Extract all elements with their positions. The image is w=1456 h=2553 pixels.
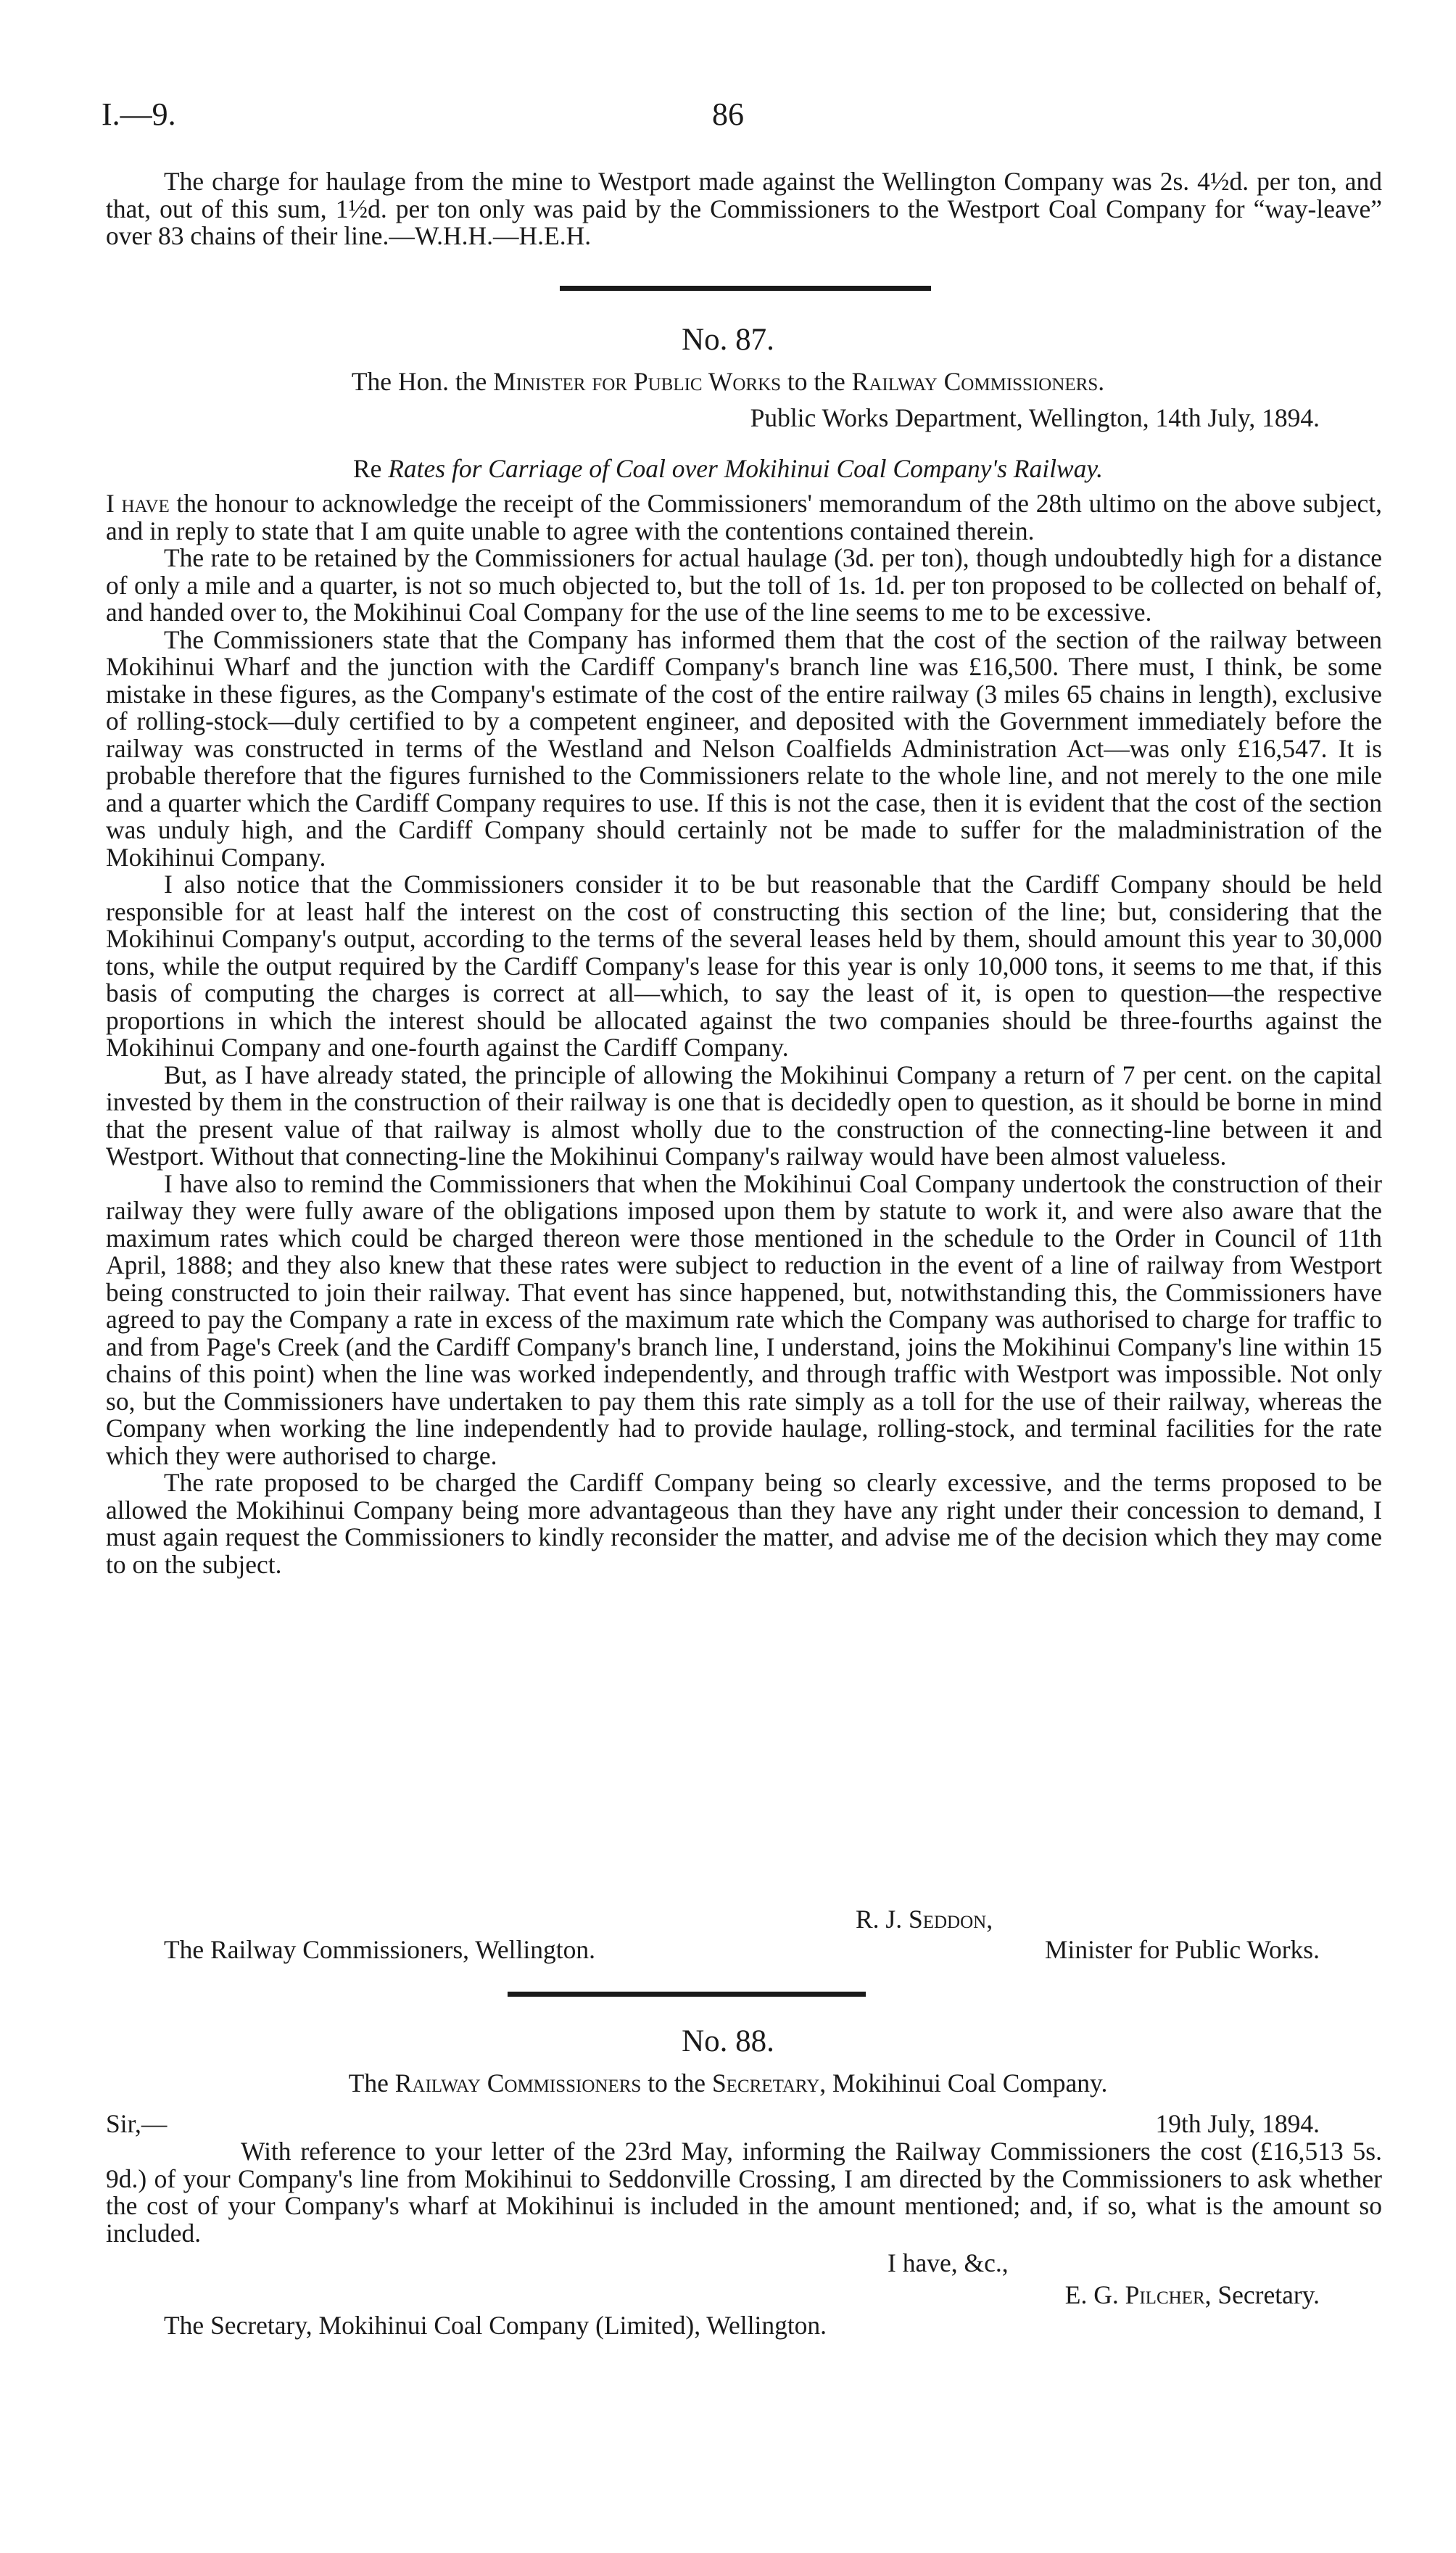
doc88-heading-suffix: Mokihinui Coal Company.: [832, 2069, 1108, 2098]
doc87-subject-text: Rates for Carriage of Coal over Mokihinui Coal Company's Railway.: [388, 454, 1104, 483]
doc88-signature-title: Secretary.: [1217, 2280, 1320, 2309]
doc88-body: [106, 2138, 1382, 2247]
doc87-subject-prefix: Re: [352, 454, 382, 483]
doc88-salutation: Sir,—: [106, 2109, 167, 2138]
doc87-opening-caps: I have: [106, 489, 170, 518]
doc87-paragraph: The rate proposed to be charged the Cardiff Company being so clearly excessive, and the terms proposed to be allowed the Mokihinui Company being more advantageous than they have any right under their concession to demand, I must again request the Commissioners to kindly reconsider the matter, and advise me of the decision which they may come to on the subject.: [106, 1468, 1382, 1579]
doc87-number: No. 87.: [682, 323, 774, 357]
doc87-paragraph: The rate to be retained by the Commissioners for actual haulage (3d. per ton), though undoubtedly high for a distance of only a mile and a quarter, is not so much objected to, but the toll of 1s. 1d. per ton proposed to be collected on behalf of, and handed over to, the Mokihinui Coal Company for the use of the line seems to me to be excessive.: [106, 543, 1382, 627]
doc87-heading-prefix: The Hon. the: [351, 367, 487, 396]
doc88-addressee: The Secretary, Mokihinui Coal Company (Limited), Wellington.: [164, 2311, 827, 2340]
doc87-paragraph: I also notice that the Commissioners consider it to be but reasonable that the Cardiff Company should be held responsible for at least half the interest on the cost of constructing this section of the line; but, considering that the Mokihinui Company's output, according to the terms of the several leases held by them, should amount this year to 30,000 tons, while the output required by the Cardiff Company's lease for this year is only 10,000 tons, it seems to me that, if this basis of computing the charges is correct at all—which, to say the least of it, is open to question—the respective proportions in which the interest should be allocated against the two companies should be three-fourths against the Mokihinui Company and one-fourth against the Cardiff Company.: [106, 870, 1382, 1062]
doc87-signature-title: Minister for Public Works.: [1044, 1935, 1320, 1964]
doc87-heading-to: Railway Commissioners.: [851, 367, 1105, 396]
doc88-date: 19th July, 1894.: [1155, 2109, 1320, 2138]
doc87-subject: [0, 454, 1456, 483]
page-number: 86: [712, 96, 744, 132]
doc87-heading-from: Minister for Public Works: [493, 367, 782, 396]
doc88-closing: I have, &c.,: [888, 2248, 1009, 2277]
doc88-heading-from: Railway Commissioners: [394, 2069, 642, 2098]
doc87-paragraph: But, as I have already stated, the principle of allowing the Mokihinui Company a return of 7 per cent. on the capital invested by them in the construction of their railway is one that is decidedly open to question, as it should be borne in mind that the present value of that railway is almost wholly due to the construction of the connecting-line between it and Westport. Without that connecting-line the Mokihinui Company's railway would have been almost valueless.: [106, 1060, 1382, 1171]
doc88-heading-mid: to the: [648, 2069, 706, 2098]
doc88-signature-name: E. G. Pilcher,: [1064, 2280, 1212, 2309]
doc88-paragraph: With reference to your letter of the 23rd May, informing the Railway Commissioners the cost (£16,513 5s. 9d.) of your Company's line from Mokihinui to Seddonville Crossing, I am directed by the Commissioners to ask whether the cost of your Company's wharf at Mokihinui is included in the amount mentioned; and, if so, what is the amount so included.: [106, 2137, 1382, 2248]
doc87-paragraph: The Commissioners state that the Company has informed them that the cost of the section of the railway between Mokihinui Wharf and the junction with the Cardiff Company's branch line was £16,500. There must, I think, be some mistake in these figures, as the Company's estimate of the cost of the entire railway (3 miles 65 chains in length), exclusive of rolling-stock—duly certified to by a competent engineer, and deposited with the Government immediately before the railway was constructed in terms of the Westland and Nelson Coalfields Administration Act—was only £16,547. It is probable therefore that the figures furnished to the Commissioners relate to the whole line, and not merely to the one mile and a quarter which the Cardiff Company requires to use. If this is not the case, then it is evident that the cost of the section was unduly high, and the Cardiff Company should certainly not be made to suffer for the maladministration of the Mokihinui Company.: [106, 624, 1382, 872]
doc87-body: [106, 490, 1382, 1578]
section-divider: [508, 1992, 866, 1997]
doc87-signature-name: R. J. Seddon,: [856, 1905, 993, 1934]
doc88-heading: [0, 2069, 1456, 2098]
doc87-paragraph: I have also to remind the Commissioners that when the Mokihinui Coal Company undertook the construction of their railway they were fully aware of the obligations imposed upon them by statute to work it, and were also aware that the maximum rates which could be charged thereon were those mentioned in the schedule to the Order in Council of 11th April, 1888; and they also knew that these rates were subject to reduction in the event of a line of railway from Westport being constructed to join their railway. That event has since happened, but, notwithstanding this, the Commissioners have agreed to pay the Company a rate in excess of the maximum rate which the Company was authorised to charge for traffic to and from Page's Creek (and the Cardiff Company's branch line, I understand, joins the Mokihinui Company's line within 15 chains of this point) when the line was worked independently, and through traffic with Westport was impossible. Not only so, but the Commissioners have undertaken to pay them this rate simply as a toll for the use of their railway, whereas the Company when working the line independently had to provide haulage, rolling-stock, and terminal facilities for the rate which they were authorised to charge.: [106, 1168, 1382, 1470]
intro-text: The charge for haulage from the mine to Westport made against the Wellington Company was 2s. 4½d. per ton, and that, out of this sum, 1½d. per ton only was paid by the Commissioners to the Westport Coal Company for “way-leave” over 83 chains of their line.—W.H.H.—H.E.H.: [106, 167, 1382, 250]
doc87-addressee: The Railway Commissioners, Wellington.: [164, 1935, 596, 1964]
doc88-number: No. 88.: [682, 2024, 774, 2058]
doc88-heading-prefix: The: [348, 2069, 389, 2098]
section-divider: [560, 286, 931, 291]
doc88-heading-to: Secretary,: [711, 2069, 827, 2098]
doc87-heading-mid: to the: [787, 367, 845, 396]
doc87-heading: [0, 367, 1456, 396]
doc87-paragraph: [106, 490, 1382, 545]
doc87-dateline: Public Works Department, Wellington, 14th July, 1894.: [750, 403, 1320, 432]
intro-paragraph: [106, 168, 1382, 250]
doc88-signature: [1065, 2280, 1320, 2309]
document-reference: I.—9.: [102, 96, 176, 132]
doc87-paragraph-text: the honour to acknowledge the receipt of the Commissioners' memorandum of the 28th ultimo on the above subject, and in reply to state that I am quite unable to agree with the contentions contained therein.: [106, 489, 1382, 545]
